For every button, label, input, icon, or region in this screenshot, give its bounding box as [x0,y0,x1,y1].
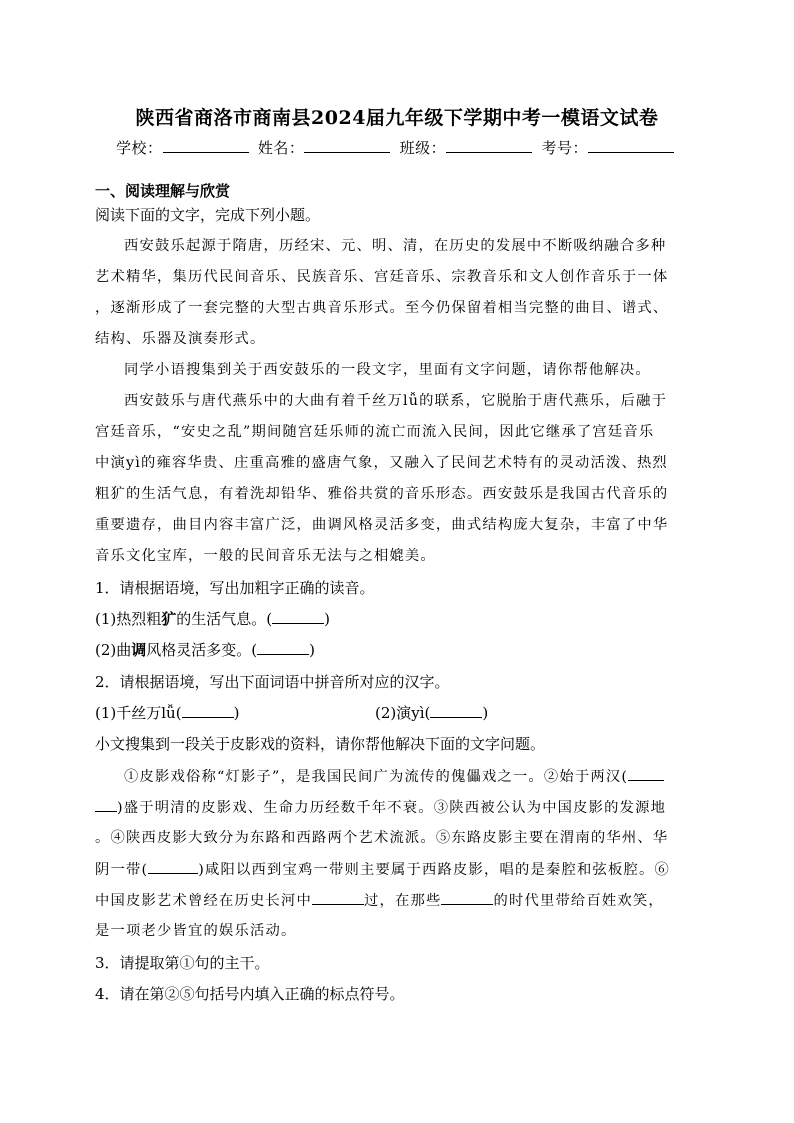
number-blank[interactable] [588,138,674,153]
class-blank[interactable] [446,138,532,153]
answer-blank[interactable] [257,640,309,655]
close-paren: ) [482,704,489,722]
question-2-items [95,703,700,723]
q1a-text: 的生活气息。( [176,610,273,628]
passage3-line [95,797,700,818]
answer-blank[interactable] [312,890,364,905]
class-label: 班级： [399,139,447,157]
close-paren: ) [324,610,330,628]
reading-instruction: 阅读下面的文字，完成下列小题。 [95,206,321,224]
passage2-line: 音乐文化宝库，一般的民间音乐无法与之相媲美。 [95,548,436,564]
exam-title: 陕西省商洛市商南县2024届九年级下学期中考一模语文试卷 [135,107,659,129]
q1b-bold-char: 调 [131,641,147,659]
q1b-text: 风格灵活多变。( [146,641,258,659]
q2a-text: (1)千丝万lǚ( [95,704,182,722]
passage3-line [124,766,729,787]
passage3-text: )咸阳以西到宝鸡一带则主要属于西路皮影，唱的是秦腔和弦板腔。⑥ [198,862,670,878]
passage3-text: )盛于明清的皮影戏、生命力历经数千年不衰。③陕西被公认为中国皮影的发源地 [117,800,667,816]
passage3-line: 。④陕西皮影大致分为东路和西路两个艺术流派。⑤东路皮影主要在渭南的华州、华 [95,830,669,846]
passage1-line: 艺术精华，集历代民间音乐、民族音乐、宫廷音乐、宗教音乐和文人创作音乐于一体 [95,269,669,285]
answer-blank[interactable] [272,609,324,624]
question-1b [95,640,700,660]
answer-blank[interactable] [182,703,234,718]
name-label: 姓名： [257,139,305,157]
question-1: 1．请根据语境，写出加粗字正确的读音。 [95,579,375,597]
close-paren: ) [309,641,315,659]
question-3: 3．请提取第①句的主干。 [95,954,270,972]
school-blank[interactable] [163,138,249,153]
passage2-intro: 同学小语搜集到关于西安鼓乐的一段文字，里面有文字问题，请你帮他解决。 [124,362,651,378]
answer-blank[interactable] [148,859,198,874]
question-4: 4．请在第②⑤句括号内填入正确的标点符号。 [95,985,405,1003]
question-1a [95,609,700,629]
number-label: 考号： [541,139,588,157]
answer-blank[interactable] [441,890,493,905]
passage2-line: 西安鼓乐与唐代燕乐中的大曲有着千丝万lǚ的联系，它脱胎于唐代燕乐，后融于 [124,393,668,409]
passage3-text: 过，在那些 [363,893,442,909]
question-2: 2．请根据语境，写出下面词语中拼音所对应的汉字。 [95,673,450,691]
q1a-bold-char: 犷 [161,610,177,628]
q1b-text: (2)曲 [95,641,132,659]
passage3-text: 的时代里带给百姓欢笑， [493,893,664,909]
passage3-line [95,890,700,911]
passage2-line: 宫廷音乐，“安史之乱”期间随宫廷乐师的流亡而流入民间，因此它继承了宫廷音乐 [95,424,655,440]
name-blank[interactable] [304,138,390,153]
passage3-line: 是一项老少皆宜的娱乐活动。 [95,923,297,939]
section-heading: 一、阅读理解与欣赏 [95,182,231,200]
passage2-line: 重要遗存，曲目内容丰富广泛，曲调风格灵活多变，曲式结构庞大复杂，丰富了中华 [95,517,669,533]
passage2-line: 中演yì的雍容华贵、庄重高雅的盛唐气象，又融入了民间艺术特有的灵动活泼、热烈 [95,455,668,471]
answer-blank[interactable] [430,703,482,718]
school-label: 学校： [116,139,163,157]
passage1-line: ，逐渐形成了一套完整的大型古典音乐形式。至今仍保留着相当完整的曲目、谱式、 [95,300,669,316]
passage3-text: 阴一带( [95,862,149,878]
passage3-intro: 小文搜集到一段关于皮影戏的资料，请你帮他解决下面的文字问题。 [95,735,546,753]
passage3-text: ①皮影戏俗称“灯影子”，是我国民间广为流传的傀儡戏之一。②始于两汉( [124,769,629,785]
passage3-text: 中国皮影艺术曾经在历史长河中 [95,893,312,909]
passage2-line: 粗犷的生活气息，有着洗却铅华、雅俗共赏的音乐形态。西安鼓乐是我国古代音乐的 [95,486,669,502]
passage3-line [95,859,700,880]
q1a-text: (1)热烈粗 [95,610,162,628]
student-info-row [0,137,794,158]
q2b-text: (2)演yì( [375,704,431,722]
answer-blank[interactable] [95,797,117,812]
passage1-line: 结构、乐器及演奏形式。 [95,331,266,347]
answer-blank[interactable] [628,766,664,781]
passage1-line: 西安鼓乐起源于隋唐，历经宋、元、明、清，在历史的发展中不断吸纳融合多种 [124,238,667,254]
close-paren: ) [233,704,240,722]
